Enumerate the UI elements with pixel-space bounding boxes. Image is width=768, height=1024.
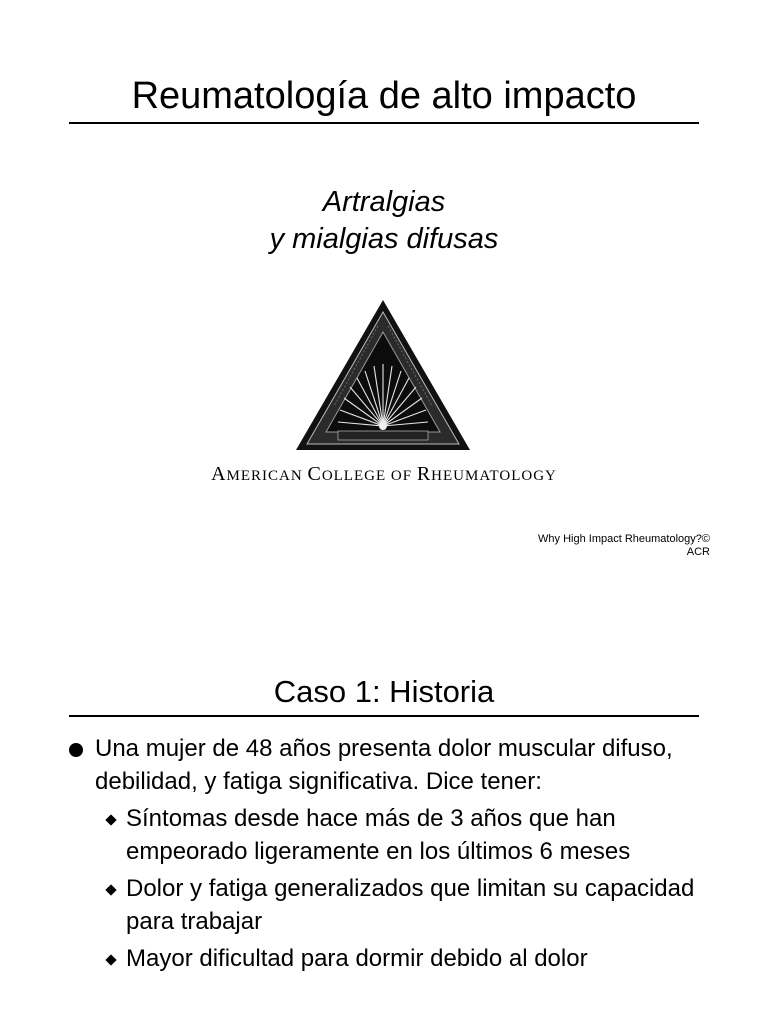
org-initial-c: C: [307, 463, 322, 485]
list-item: [0, 732, 768, 798]
org-initial-a: A: [211, 463, 227, 485]
bullet-list: [0, 732, 768, 977]
subtitle-line-1: Artralgias: [322, 186, 446, 218]
subtitle-line-2: y mialgias difusas: [269, 223, 499, 255]
org-word-rheumatology: HEUMATOLOGY: [431, 468, 557, 484]
list-item: [0, 872, 768, 938]
slide-footer: [538, 533, 710, 559]
slide-subtitle: [0, 184, 768, 258]
acr-triangle-seal-icon: [294, 298, 472, 452]
sub-bullet-text: Mayor dificultad para dormir debido al dolor: [126, 945, 588, 972]
slide-title: Reumatología de alto impacto: [131, 75, 637, 117]
org-word-of: OF: [390, 468, 413, 484]
title-rule: [69, 122, 699, 124]
footer-line-1: Why High Impact Rheumatology?©: [538, 533, 710, 545]
bullet-text: Una mujer de 48 años presenta dolor muscular difuso, debilidad, y fatiga significativa. Dice tener:: [95, 735, 673, 795]
list-item: [0, 802, 768, 868]
footer-line-2: ACR: [686, 546, 710, 558]
org-word-college: OLLEGE: [321, 468, 387, 484]
case-history-slide: [0, 660, 768, 1024]
title-rule: [69, 715, 699, 717]
sub-bullet-text: Dolor y fatiga generalizados que limitan su capacidad para trabajar: [126, 875, 695, 935]
org-word-american: MERICAN: [226, 468, 303, 484]
slide-title: Caso 1: Historia: [273, 674, 495, 709]
org-initial-r: R: [416, 463, 432, 485]
organization-name: [0, 462, 768, 488]
sub-bullet-text: Síntomas desde hace más de 3 años que han empeorado ligeramente en los últimos 6 meses: [126, 805, 631, 865]
list-item: [0, 942, 768, 975]
